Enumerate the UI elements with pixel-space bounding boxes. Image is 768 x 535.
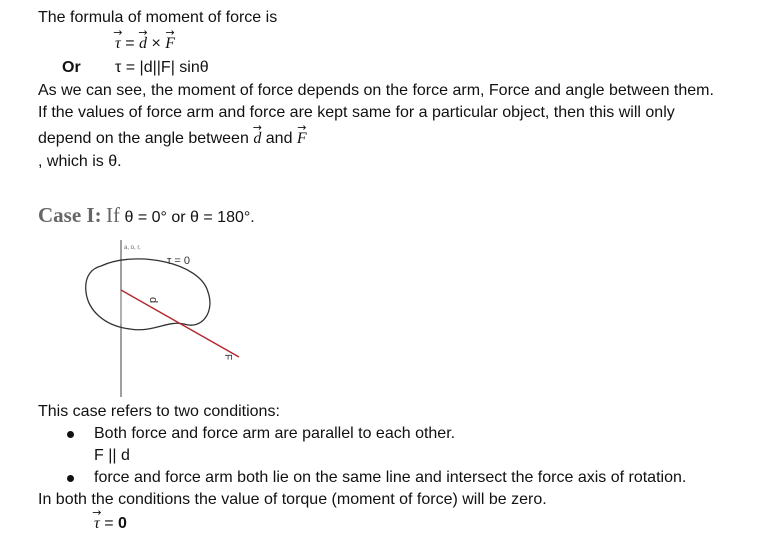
final-formula [94,514,127,534]
scalar-formula: τ = |d||F| sinθ [115,59,209,76]
condition-1-sub: F || d [94,447,130,464]
bullet-1 [67,431,74,438]
equals-sign: = [125,35,135,52]
axis-label: a, o, r, [124,245,141,251]
tau-zero-label: τ = 0 [167,255,190,267]
line3-f-vector: → F [297,129,307,149]
case-condition: θ = 0° or θ = 180°. [124,209,255,226]
conditions-intro: This case refers to two conditions: [38,403,280,420]
condition-2: force and force arm both lie on the same line and intersect the force axis of rotation. [94,469,687,486]
d-label: d [147,297,159,304]
paragraph-line-1: As we can see, the moment of force depends on the force arm, Force and angle between them. [38,82,714,99]
cross-sign: × [151,35,161,52]
paragraph-line-4: , which is θ. [38,153,122,170]
force-line [121,290,239,357]
rigid-body-outline [86,259,210,330]
case-if-word: If [106,203,121,227]
conclusion-text: In both the conditions the value of torque (moment of force) will be zero. [38,491,547,508]
intro-text: The formula of moment of force is [38,9,278,26]
d-vector: → d [139,34,147,54]
paragraph-line-2: If the values of force arm and force are kept same for a particular object, then this will only [38,104,675,121]
final-equals: = [104,515,114,532]
final-tau-vector: → τ [94,514,100,534]
line3-d-vector: → d [253,129,261,149]
case-heading: Case I: [38,203,102,227]
f-vector: → F [165,34,175,54]
condition-1: Both force and force arm are parallel to each other. [94,425,456,442]
bullet-2 [67,475,74,482]
f-label: F [222,354,233,361]
or-label: Or [62,59,81,76]
line3-and: and [265,130,293,147]
line3-prefix: depend on the angle between [38,130,249,147]
tau-vector: → τ [115,34,121,54]
final-zero: 0 [117,515,127,532]
